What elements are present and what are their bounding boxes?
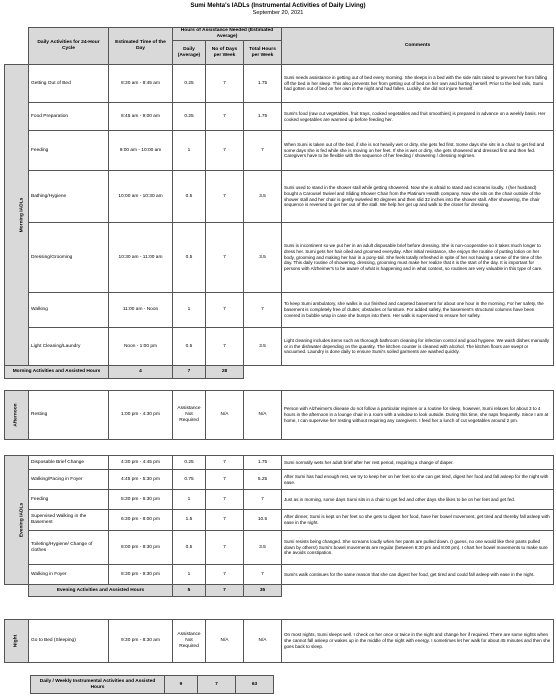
activity-cell: Toileting/Hygiene/ Change of clothes <box>29 531 109 565</box>
comment-cell: Sumi normally wets her adult brief after her rest period, requiring a change of diaper. <box>282 456 554 470</box>
activity-cell: Walking <box>29 293 109 328</box>
days-cell: 7 <box>206 65 244 103</box>
evening-total-label: Evening Activities and Assisted Hours <box>29 585 173 597</box>
activity-cell: Supervised Walking in the Basement <box>29 510 109 531</box>
daily-cell: 0.25 <box>173 456 206 470</box>
time-cell: 9:30 pm - 8:30 am <box>109 620 173 663</box>
grand-total-table <box>30 675 274 694</box>
morning-total-label: Morning Activities and Assisted Hours <box>5 366 109 379</box>
night-table <box>4 619 554 663</box>
activity-cell: Light Cleaning/Laundry <box>29 328 109 366</box>
morning-total-hours: 28 <box>206 366 244 379</box>
days-cell: N/A <box>206 620 244 663</box>
evening-total-daily: 5 <box>173 585 206 597</box>
days-cell: 7 <box>206 456 244 470</box>
daily-cell: 0.25 <box>173 65 206 103</box>
section-label-evening: Evening IADLs <box>5 456 29 585</box>
activity-cell: Getting Out of Bed <box>29 65 109 103</box>
activity-cell: Bathing/Hygiene <box>29 171 109 223</box>
comment-cell: When Sumi is taken out of the bed, if she is not heavily wet or dirty, she gets fed first. Some days she sits in a chair to get fed and some days she is fed while she is moving on her feet. If she is wet or dirty, she gets showered and dressed first and then fed. Caregivers have to be flexible with the sequence of her feeding / showering / dressing regimen. <box>282 131 554 171</box>
time-cell: 8:30 pm - 9:30 pm <box>109 565 173 585</box>
daily-cell: 0.5 <box>173 223 206 293</box>
evening-total-hours: 35 <box>244 585 282 597</box>
grand-total-daily: 9 <box>165 676 198 694</box>
days-cell: 7 <box>206 531 244 565</box>
document-title: Sumi Mehta's IADLs (Instrumental Activities of Daily Living) <box>190 2 366 9</box>
header-time: Estimated Time of the Day <box>109 28 173 65</box>
daily-cell: 1 <box>173 293 206 328</box>
days-cell: 7 <box>206 470 244 490</box>
morning-total-daily: 4 <box>109 366 173 379</box>
total-cell: 3.5 <box>244 531 282 565</box>
time-cell: 11:00 am - Noon <box>109 293 173 328</box>
time-cell: 9:00 am - 10:00 am <box>109 131 173 171</box>
days-cell: 7 <box>206 293 244 328</box>
comment-cell: Sumi is incontinent so we put her in an adult disposable brief before dressing. She is non-cooperative so it takes much longer to dress her. Sumi gets her hair oiled and groomed everyday. After initial resistance, she enjoys the routine of putting lotion on her body, grooming and making her hair in a pony-tail. She feels totally refreshed in spite of her not having a sense of the time of the day. This daily routine of showering, dressing, grooming must make her realize that it is the start of the day. It is important for persons with Alzheimer's to be aware of what is happening and in what context, so routines are very valuable in this type of care. <box>282 223 554 293</box>
daily-cell: 0.75 <box>173 470 206 490</box>
evening-iadl-table <box>4 455 554 597</box>
days-cell: 7 <box>206 171 244 223</box>
document-date: September 20, 2021 <box>252 10 304 16</box>
header-days: No of Days per Week <box>206 41 244 65</box>
comment-cell: Sumi resists being changed. She screams loudly when her pants are pulled down. (I guess, no one would like their pants pulled down by others!) Sumi's bowel movements are regular (between 6:30 pm and 8:00 pm). I chart her bowel movements to make sure she avoids constipation. <box>282 531 554 565</box>
time-cell: 6:30 pm - 8:00 pm <box>109 510 173 531</box>
total-cell: N/A <box>244 620 282 663</box>
total-cell: 3.5 <box>244 223 282 293</box>
total-cell: 10.5 <box>244 510 282 531</box>
daily-cell: 0.25 <box>173 103 206 131</box>
time-cell: 1:00 pm - 4:30 pm <box>109 391 173 440</box>
activity-cell: Feeding <box>29 490 109 510</box>
daily-cell: 1 <box>173 131 206 171</box>
activity-cell: Food Preparation <box>29 103 109 131</box>
section-label-afternoon: Afternoon <box>5 391 29 440</box>
header-comments: Comments <box>282 28 554 65</box>
activity-cell: Resting <box>29 391 109 440</box>
total-cell: 1.75 <box>244 103 282 131</box>
days-cell: N/A <box>206 391 244 440</box>
header-assistance: Hours of Assistance Needed (Estimated Average) <box>173 28 282 41</box>
total-cell: 7 <box>244 490 282 510</box>
grand-total-hours: 63 <box>236 676 274 694</box>
comment-cell: Just as in morning, some days Sumi sits in a chair to get fed and other days she likes to be on her feet and get fed. <box>282 490 554 510</box>
days-cell: 7 <box>206 490 244 510</box>
comment-cell: Sumi used to stand in the shower stall while getting showered. Now she is afraid to stand and screams loudly. I (her husband) bought a Carousel Swivel and Sliding Shower Chair from the Platinum Health company. Now she sits on the chair outside of the shower stall and her chair is gently swiveled 90 degrees and then slid 32 inches into the shower stall. After showering, the chair sequence is reversed to get her out of the stall. We help her get up and walk to the closet for dressing. <box>282 171 554 223</box>
time-cell: 4:30 pm - 4:45 pm <box>109 456 173 470</box>
time-cell: 5:30 pm - 6:30 pm <box>109 490 173 510</box>
total-cell: 7 <box>244 565 282 585</box>
grand-total-days: 7 <box>198 676 236 694</box>
total-cell: 1.75 <box>244 65 282 103</box>
days-cell: 7 <box>206 510 244 531</box>
total-cell: 1.75 <box>244 456 282 470</box>
header-total: Total Hours per Week <box>244 41 282 65</box>
time-cell: 10:30 am - 11:00 am <box>109 223 173 293</box>
daily-cell: 0.5 <box>173 171 206 223</box>
total-cell: 5.25 <box>244 470 282 490</box>
time-cell: Noon - 1:00 pm <box>109 328 173 366</box>
grand-total-label: Daily / Weekly Instrumental Activities and Assisted Hours <box>31 676 165 694</box>
daily-cell: Assistance Not Required <box>173 620 206 663</box>
time-cell: 8:00 pm - 8:30 pm <box>109 531 173 565</box>
days-cell: 7 <box>206 565 244 585</box>
section-label-night: Night <box>5 620 29 663</box>
evening-total-days: 7 <box>206 585 244 597</box>
comment-cell: To keep Sumi ambulatory, she walks in our finished and carpeted basement for about one hour in the morning. For her safety, the basement is completely free of clutter, obstacles or furniture. For added safety, the basement's structural columns have been covered in bubble wrap in case she bumps into them. Her walk is supervised to ensure her safety. <box>282 293 554 328</box>
total-cell: 7 <box>244 293 282 328</box>
days-cell: 7 <box>206 328 244 366</box>
section-label-morning: Morning IADLs <box>5 65 29 366</box>
daily-cell: Assistance Not Required <box>173 391 206 440</box>
time-cell: 4:45 pm - 5:30 pm <box>109 470 173 490</box>
afternoon-table <box>4 390 554 440</box>
time-cell: 8:45 am - 9:00 am <box>109 103 173 131</box>
daily-cell: 1.5 <box>173 510 206 531</box>
activity-cell: Disposable Brief Change <box>29 456 109 470</box>
morning-iadl-table <box>4 27 554 379</box>
activity-cell: Walking in Foyer <box>29 565 109 585</box>
activity-cell: Go to Bed (Sleeping) <box>29 620 109 663</box>
time-cell: 8:30 am - 8:45 am <box>109 65 173 103</box>
daily-cell: 1 <box>173 490 206 510</box>
comment-cell: Sumi needs assistance in getting out of bed every morning. She sleeps in a bed with the side rails raised to prevent her from falling off the bed in her sleep. This also prevents her from getting out of bed on her own and hurting herself. Prior to the bed rails, Sumi had gotten out of bed on her own in the night and had fallen. Luckily, she did not injure herself. <box>282 65 554 103</box>
comment-cell: After Sumi has had enough rest, we try to keep her on her feet so she can get tired, digest her food and fall asleep for the night with ease. <box>282 470 554 490</box>
daily-cell: 0.5 <box>173 328 206 366</box>
days-cell: 7 <box>206 223 244 293</box>
total-cell: N/A <box>244 391 282 440</box>
total-cell: 3.5 <box>244 328 282 366</box>
daily-cell: 1 <box>173 565 206 585</box>
daily-cell: 0.5 <box>173 531 206 565</box>
days-cell: 7 <box>206 131 244 171</box>
comment-cell: Sumi's food (raw cut vegetables, fruit trays, cooked vegetables and fruit smoothies) is prepared in advance on a weekly basis. Her cooked vegetables are warmed up before feeding her. <box>282 103 554 131</box>
comment-cell: Sumi's walk continues for the same reason that she can digest her food, get tired and could fall asleep with ease in the night. <box>282 565 554 585</box>
comment-cell: On most nights, Sumi sleeps well. I check on her once or twice in the night and change her if required. There are some nights when she cannot fall asleep or wakes up in the middle of the night with energy. I sometimes let her walk for about 45 minutes and then she goes back to sleep. <box>282 620 554 663</box>
total-cell: 7 <box>244 131 282 171</box>
days-cell: 7 <box>206 103 244 131</box>
comment-cell: Light cleaning includes items such as thorough bathroom cleaning for infection control and good hygiene. We wash dishes manually or in the dishwater depending on the quantity. The kitchen counter is cleaned with alcohol. The kitchen floors are swept or vacuumed. Laundry is done daily to ensure Sumi's soiled garments are washed quickly. <box>282 328 554 366</box>
activity-cell: Dressing/Grooming <box>29 223 109 293</box>
activity-cell: Walking/Pacing in Foyer <box>29 470 109 490</box>
header-daily: Daily (Average) <box>173 41 206 65</box>
header-activities: Daily Activities for 24-Hour Cycle <box>29 28 109 65</box>
activity-cell: Feeding <box>29 131 109 171</box>
time-cell: 10:00 am - 10:30 am <box>109 171 173 223</box>
comment-cell: After dinner, Sumi is kept on her feet so she gets to digest her food, have her bowel movement, get tired and thereby fall asleep with ease in the night. <box>282 510 554 531</box>
total-cell: 3.5 <box>244 171 282 223</box>
morning-total-days: 7 <box>173 366 206 379</box>
comment-cell: Person with Alzheimer's disease do not follow a particular regimen or a routine for sleep, however, Sumi relaxes for about 3 to 4 hours in the afternoon in a lounge chair in a room with a window to look outside. During this time, she naps frequently. Since I am at home, I can supervise her resting without requiring any caregivers. I feed her a lunch of cut vegetables around 2 pm. <box>282 391 554 440</box>
